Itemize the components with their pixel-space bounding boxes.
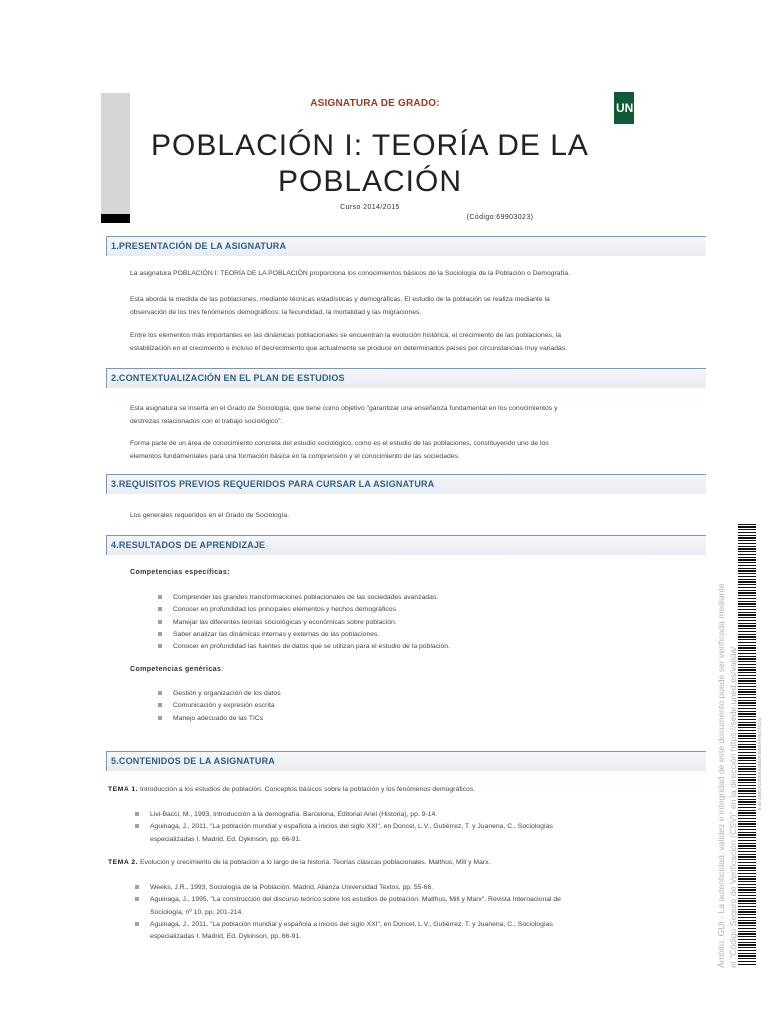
section-heading: 3.REQUISITOS PREVIOS REQUERIDOS PARA CURSAR LA ASIGNATURA [111, 479, 435, 489]
list-item: Weeks, J.R., 1993, Sociología de la Población. Madrid, Alianza Universidad Textos, pp. 55-66. [135, 882, 561, 894]
competencias-especificas-list [158, 592, 450, 653]
list-item [135, 894, 561, 919]
text-line: Entre los elementos más importantes en las dinámicas poblacionales se encuentran la evolución histórica, el crecimiento de las poblaciones, la [130, 332, 562, 339]
text-line: destrezas relacionados con el trabajo sociológico". [130, 418, 283, 425]
text-line: Esta aborda la medida de las poblaciones, mediante técnicas estadísticas y demográficas. El estudio de la población se realiza mediante la [130, 296, 550, 303]
verification-line-1: Ámbito: GUI - La autenticidad, validez e integridad de este documento puede ser verificada mediante [716, 583, 726, 968]
list-item [135, 821, 553, 846]
list-item: Gestión y organización de los datos [158, 688, 281, 700]
section-header-contenidos [106, 751, 706, 771]
tema-text: Introducción a los estudios de población. Conceptos básicos sobre la población y los fenómenos demográficos. [138, 786, 476, 793]
course-year: Curso 2014/2015 [340, 204, 400, 211]
reference-line: especializadas I. Madrid, Ed. Dykinson, pp. 66-91. [150, 933, 302, 941]
text-line: Forma parte de un área de conocimiento concreta del estudio sociológico, como es el estudio de las poblaciones, constituyendo uno de los [130, 440, 549, 447]
text-line: Los generales requeridos en el Grado de Sociología. [130, 512, 290, 519]
section-heading: 1.PRESENTACIÓN DE LA ASIGNATURA [111, 241, 287, 251]
list-item: Conocer en profundidad las fuentes de datos que se utilizan para el estudio de la población. [158, 641, 450, 653]
csv-code: 6-45 1B8DAD35E5A4B03F2EE5AF9ED75173 [757, 717, 762, 810]
section-heading: 4.RESULTADOS DE APRENDIZAJE [111, 540, 266, 550]
verification-notice [715, 583, 739, 968]
tema-2-references [135, 882, 561, 943]
paragraph [130, 402, 650, 428]
tema-label: TEMA 1. [108, 786, 139, 793]
tema-label: TEMA 2. [108, 859, 139, 866]
list-item: Conocer en profundidad los principales elementos y hechos demográficos. [158, 604, 450, 616]
section-header-presentacion [106, 236, 706, 256]
paragraph [130, 329, 650, 355]
competencias-genericas-label: Competencias genéricas [130, 666, 222, 673]
text-line: estabilización en el crecimiento e incluso el decrecimiento que actualmente se produce en determinados países por circunstancias muy variadas. [130, 345, 568, 352]
reference-line: Aguinaga, J., 1995, "La construcción del discurso teórico sobre los estudios de población: Malthus, Mill y Marx". Revista Internacional de [150, 896, 561, 904]
section-header-resultados [106, 535, 706, 555]
text-line: observación de los tres fenómenos demográficos: la fecundidad, la mortalidad y las migraciones. [130, 309, 422, 316]
page-title [130, 128, 610, 200]
competencias-genericas-list [158, 688, 281, 725]
tema-1-references [135, 809, 553, 846]
list-item: Saber analizar las dinámicas internas y externas de las poblaciones. [158, 629, 450, 641]
competencias-especificas-title: Competencias específicas: [130, 569, 230, 576]
colon: : [221, 666, 224, 673]
text-line: Esta asignatura se inserta en el Grado de Sociología, que tiene como objetivo "garantizar una enseñanza fundamental en los conocimientos y [130, 405, 558, 412]
list-item: Manejo adecuado de las TICs [158, 713, 281, 725]
title-line-2: POBLACIÓN [277, 165, 463, 198]
tema-2 [108, 859, 490, 866]
section-header-contextualizacion [106, 368, 706, 388]
uned-logo: UNED [614, 92, 634, 124]
list-item [135, 919, 561, 944]
list-item: Comunicación y expresión escrita [158, 700, 281, 712]
title-line-1: POBLACIÓN I: TEORÍA DE LA [151, 129, 589, 162]
paragraph [130, 509, 650, 522]
section-heading: 2.CONTEXTUALIZACIÓN EN EL PLAN DE ESTUDIOS [111, 373, 345, 383]
paragraph [130, 437, 650, 463]
reference-line: Sociología, nº 10, pp. 201-214. [150, 908, 244, 916]
verification-line-2: el "Código Seguro de Verificación (CSV)" en la dirección https://sede.uned.es/valida/ [728, 646, 738, 968]
list-item: Comprender las grandes transformaciones poblacionales de las sociedades avanzadas. [158, 592, 450, 604]
paragraph [130, 267, 650, 280]
tema-1 [108, 786, 475, 793]
list-item: Manejar las diferentes teorías sociológicas y económicas sobre población. [158, 617, 450, 629]
subject-code: (Código:69903023) [466, 214, 534, 221]
reference-line: Aguinaga, J., 2011, "La población mundial y española a inicios del siglo XXI", en Doncel, L.V., Gutiérrez, T. y Juanena, C., Sociologías [150, 920, 553, 928]
list-item: Livi-Bacci, M., 1993, Introducción a la demografía. Barcelona, Editorial Ariel (Historia), pp. 9-14. [135, 809, 553, 821]
text-line: La asignatura POBLACIÓN I: TEORÍA DE LA POBLACIÓN proporciona los conocimientos básicos de la Sociología de la Población o Demografía. [130, 270, 571, 277]
reference-line: especializadas I. Madrid, Ed. Dykinson, pp. 66-91. [150, 835, 302, 843]
tema-text: Evolución y crecimiento de la población a lo largo de la historia. Teorías clásicas poblacionales. Malthus, Mill y Marx. [138, 859, 491, 866]
competencias-genericas-title [130, 666, 224, 673]
text-line: elementos fundamentales para una formación básica en la comprensión y el conocimiento de las sociedades. [130, 453, 460, 460]
reference-line: Aguinaga, J., 2011, "La población mundial y española a inicios del siglo XXI", en Doncel, L.V., Gutiérrez, T. y Juanena, C., Sociologías [150, 823, 553, 831]
subject-label: ASIGNATURA DE GRADO: [310, 98, 440, 109]
section-heading: 5.CONTENIDOS DE LA ASIGNATURA [111, 756, 275, 766]
paragraph [130, 293, 650, 319]
barcode [738, 524, 756, 966]
section-header-requisitos [106, 474, 706, 494]
